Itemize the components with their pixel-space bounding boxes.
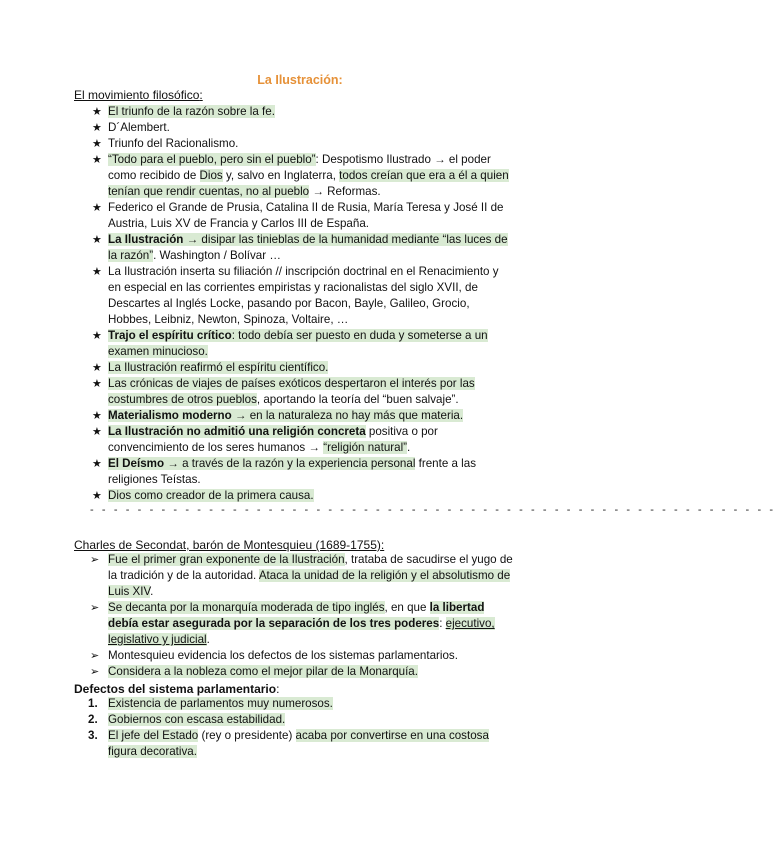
- page-title: La Ilustración:: [257, 73, 343, 87]
- list-item: ★ La Ilustración reafirmó el espíritu científico.: [92, 361, 329, 374]
- list-item: ➢ Montesquieu evidencia los defectos de los sistemas parlamentarios.: [90, 649, 458, 662]
- list-item: ★ La Ilustración no admitió una religión concreta positiva o por convencimiento de los seres humanos → “religión natural”.: [92, 425, 438, 454]
- list-item: 1. Existencia de parlamentos muy numerosos.: [88, 697, 333, 710]
- star-list: [92, 104, 512, 504]
- section-heading-movimiento: El movimiento filosófico:: [74, 88, 203, 102]
- list-item: ★ D´Alembert.: [92, 121, 170, 134]
- defects-list: [88, 696, 512, 760]
- star-bullet-icon: ★: [92, 426, 102, 438]
- list-item: ➢ Se decanta por la monarquía moderada de tipo inglés, en que la libertad debía estar asegurada por la separación de los tres poderes: ejecutivo, legislativo y judicial.: [90, 601, 495, 646]
- star-bullet-icon: ★: [92, 458, 102, 470]
- list-item: ★ Trajo el espíritu crítico: todo debía ser puesto en duda y someterse a un examen minucioso.: [92, 329, 488, 358]
- list-item: ★ “Todo para el pueblo, pero sin el pueblo”: Despotismo Ilustrado → el poder como recibido de Dios y, salvo en Inglaterra, todos creían que era a él a quien tenían que rendir cuentas, no al pueblo → Reformas.: [92, 153, 509, 198]
- list-item: ★ La Ilustración inserta su filiación // inscripción doctrinal en el Renacimiento y en especial en las corrientes empiristas y racionalistas del siglo XVII, de Descartes al Inglés Locke, pasando por Bacon, Bayle, Galileo, Grocio, Hobbes, Leibniz, Newton, Spinoza, Voltaire, …: [92, 265, 499, 326]
- arrow-bullet-icon: ➢: [90, 602, 100, 614]
- defects-heading: Defectos del sistema parlamentario:: [74, 682, 280, 696]
- arrow-list: [92, 552, 514, 680]
- item-number: 1.: [88, 697, 98, 710]
- star-bullet-icon: ★: [92, 122, 102, 134]
- star-bullet-icon: ★: [92, 202, 102, 214]
- arrow-bullet-icon: ➢: [90, 650, 100, 662]
- star-bullet-icon: ★: [92, 266, 102, 278]
- star-bullet-icon: ★: [92, 234, 102, 246]
- list-item: ★ El Deísmo → a través de la razón y la experiencia personal frente a las religiones Teístas.: [92, 457, 476, 486]
- star-bullet-icon: ★: [92, 490, 102, 502]
- arrow-bullet-icon: ➢: [90, 666, 100, 678]
- star-bullet-icon: ★: [92, 378, 102, 390]
- list-item: 2. Gobiernos con escasa estabilidad.: [88, 713, 286, 726]
- list-item: ★ Materialismo moderno → en la naturaleza no hay más que materia.: [92, 409, 464, 422]
- star-bullet-icon: ★: [92, 410, 102, 422]
- star-bullet-icon: ★: [92, 106, 102, 118]
- star-bullet-icon: ★: [92, 362, 102, 374]
- list-item: ➢ Fue el primer gran exponente de la Ilustración, trataba de sacudirse el yugo de la tradición y de la autoridad. Ataca la unidad de la religión y el absolutismo de Luis XIV.: [90, 553, 513, 598]
- list-item: ★ La Ilustración → disipar las tinieblas de la humanidad mediante “las luces de la razón”. Washington / Bolívar …: [92, 233, 508, 262]
- list-item: 3. El jefe del Estado (rey o presidente) acaba por convertirse en una costosa figura decorativa.: [88, 729, 489, 758]
- star-bullet-icon: ★: [92, 330, 102, 342]
- list-item: ★ Triunfo del Racionalismo.: [92, 137, 239, 150]
- section-heading-montesquieu: Charles de Secondat, barón de Montesquieu (1689-1755):: [74, 538, 385, 552]
- dashed-divider: - - - - - - - - - - - - - - - - - - - - - - - - - - - - - - - - - - - - - - - - - - - - - - - - - - - - - - - - - -: [90, 504, 776, 516]
- list-item: ★ El triunfo de la razón sobre la fe.: [92, 105, 275, 118]
- star-bullet-icon: ★: [92, 154, 102, 166]
- list-item: ★ Dios como creador de la primera causa.: [92, 489, 314, 502]
- list-item: ➢ Considera a la nobleza como el mejor pilar de la Monarquía.: [90, 665, 418, 678]
- list-item: ★ Federico el Grande de Prusia, Catalina II de Rusia, María Teresa y José II de Austria, Luis XV de Francia y Carlos III de España.: [92, 201, 504, 230]
- star-bullet-icon: ★: [92, 138, 102, 150]
- item-number: 2.: [88, 713, 98, 726]
- list-item: ★ Las crónicas de viajes de países exóticos despertaron el interés por las costumbres de otros pueblos, aportando la teoría del “buen salvaje”.: [92, 377, 475, 406]
- arrow-bullet-icon: ➢: [90, 554, 100, 566]
- item-number: 3.: [88, 729, 98, 742]
